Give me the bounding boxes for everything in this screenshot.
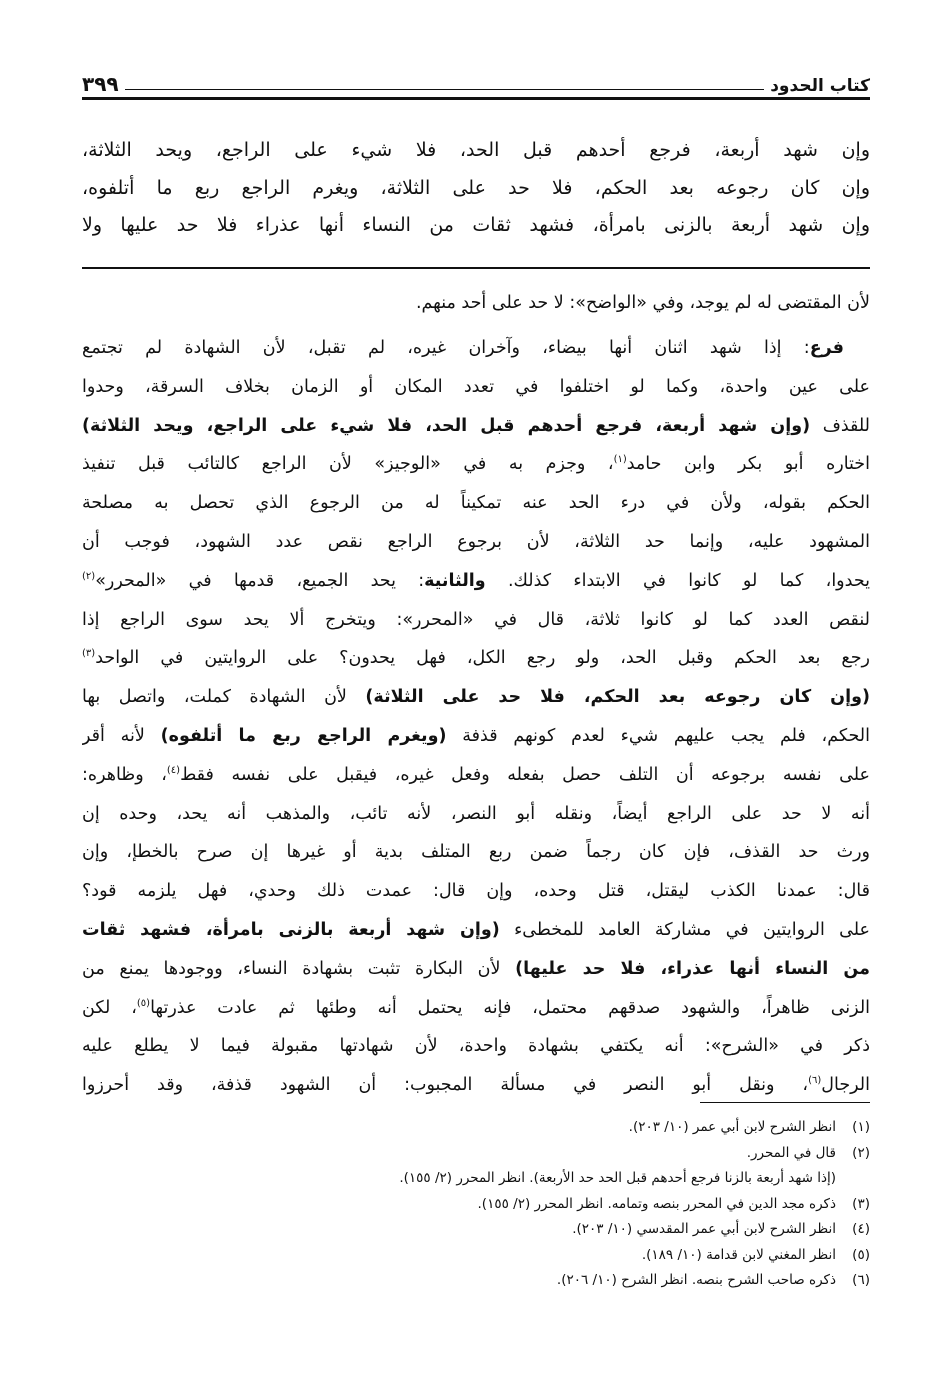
text-segment: ، لكن <box>82 997 137 1018</box>
commentary-line <box>82 1027 870 1066</box>
text-segment: الحكم بقوله، ولأن في درء الحد عنه تمكيناً له من الرجوع الذي تحصل به مصلحة <box>82 493 870 514</box>
commentary-line <box>82 523 870 562</box>
running-header <box>82 70 870 96</box>
commentary-line <box>82 562 870 601</box>
footnote-reference[interactable]: (١) <box>613 454 627 466</box>
quoted-matn: من النساء أنها عذراء، فلا حد عليها) <box>515 958 870 979</box>
quoted-matn: (وإن كان رجوعه بعد الحكم، فلا حد على الثلاثة) <box>365 687 870 708</box>
footnote-text: انظر الشرح لابن أبي عمر المقدسي (١٠/ ٢٠٣). <box>572 1221 836 1237</box>
commentary-line <box>82 833 870 872</box>
text-segment: رجع بعد الحكم وقبل الحد، ولو رجع الكل، فهل يحدون؟ على الروايتين في الواحد <box>95 648 870 669</box>
footnote-reference[interactable]: (٤) <box>166 764 181 776</box>
commentary-line <box>82 407 870 446</box>
quoted-matn: فرع <box>809 338 844 358</box>
footnote-number: (٣) <box>852 1195 870 1212</box>
footnote <box>82 1166 870 1192</box>
commentary-line <box>82 756 870 795</box>
quoted-matn: (ويغرم الراجع ربع ما أتلفوه) <box>160 725 447 746</box>
text-segment: ذكر في «الشرح»: أنه يكتفي بشهادة واحدة، لأن شهادتها مقبولة فيما لا يطلع عليه <box>82 1036 870 1057</box>
footnote-reference[interactable]: (٢) <box>82 570 96 582</box>
footnote <box>82 1141 870 1167</box>
footnote-number: (٥) <box>852 1246 870 1263</box>
commentary-line <box>82 795 870 834</box>
text-segment: أنه لا حد على الراجع أيضاً، ونقله أبو النصر، لأنه تائب، والمذهب أنه يحد، وحده إن <box>82 803 870 824</box>
matn-divider <box>82 267 870 269</box>
footnote-reference[interactable]: (٣) <box>82 648 96 660</box>
matn-line: وإن شهد أربعة، فرجع أحدهم قبل الحد، فلا شيء على الراجع، ويحد الثلاثة، <box>82 139 870 161</box>
commentary-line <box>82 639 870 678</box>
commentary-line <box>82 329 870 368</box>
commentary-line <box>82 1066 870 1105</box>
text-segment: ، وظاهره: <box>82 764 167 785</box>
text-segment: للقذف <box>810 415 870 436</box>
text-segment: المشهود عليه، وإنما حد الثلاثة، لأن برجوع الراجع نقص عدد الشهود، فوجب أن <box>82 531 870 552</box>
text-segment: لنقص العدد كما لو كانوا ثلاثة، قال في «المحرر»: ويتخرج ألا يحد سوى الراجع إذا <box>82 609 870 630</box>
text-segment: : يحد الجميع، قدمها في «المحرر» <box>95 570 425 591</box>
text-segment: اختاره أبو بكر وابن حامد <box>626 454 870 475</box>
footnote-divider <box>700 1102 870 1103</box>
footnote <box>82 1243 870 1269</box>
footnote-number: (٦) <box>852 1272 870 1288</box>
matn-text <box>82 132 870 245</box>
footnote-text: قال في المحرر. <box>746 1144 836 1161</box>
text-segment: ، وجزم به في «الوجيز» لأن الراجع كالتائب قبل تنفيذ <box>82 454 614 475</box>
footnote-number: (١) <box>852 1119 870 1135</box>
commentary-line <box>82 989 870 1028</box>
text-segment: لأنه أقر <box>82 725 161 746</box>
commentary-line <box>82 678 870 717</box>
quoted-matn: (وإن شهد أربعة بالزنى بامرأة، فشهد ثقات <box>82 919 500 940</box>
footnote <box>82 1115 870 1141</box>
footnote-text: ذكره مجد الدين في المحرر بنصه وتمامه. انظر المحرر (٢/ ١٥٥). <box>477 1195 836 1212</box>
footnote-text: ذكره صاحب الشرح بنصه. انظر الشرح (١٠/ ٢٠٦). <box>556 1272 836 1288</box>
footnote-number: (٢) <box>852 1144 870 1161</box>
commentary-line <box>82 911 870 950</box>
quoted-matn: والثانية <box>424 570 486 591</box>
matn-line: وإن كان رجوعه بعد الحكم، فلا حد على الثلاثة، ويغرم الراجع ربع ما أتلفوه، <box>82 176 870 199</box>
note-paragraph <box>82 284 870 322</box>
footnote <box>82 1217 870 1243</box>
commentary-line <box>82 601 870 640</box>
quoted-matn: (وإن شهد أربعة، فرجع أحدهم قبل الحد، فلا شيء على الراجع، ويحد الثلاثة) <box>82 415 811 436</box>
footnote-reference[interactable]: (٥) <box>136 997 151 1009</box>
text-segment: الرجال <box>821 1075 870 1096</box>
footnotes <box>82 1115 870 1294</box>
page-number: ٣٩٩ <box>82 72 119 96</box>
footnote-text: انظر المغني لابن قدامة (١٠/ ١٨٩). <box>641 1246 836 1263</box>
footnote <box>82 1192 870 1218</box>
text-segment: ورث حد القذف، فإن كان رجماً ضمن ربع المتلف بدية أو غيرها إن صرح بالخطإ، وإن <box>82 842 870 863</box>
text-segment: يحدوا، كما لو كانوا في الابتداء كذلك. <box>485 570 870 591</box>
text-segment: الحكم، فلم يجب عليهم شيء لعدم كونهم قذفة <box>446 725 870 746</box>
footnote-text: انظر الشرح لابن أبي عمر (١٠/ ٢٠٣). <box>628 1119 836 1135</box>
note-line: لأن المقتضى له لم يوجد، وفي «الواضح»: لا حد على أحد منهم. <box>415 293 870 313</box>
header-divider <box>82 97 870 100</box>
commentary-line <box>82 445 870 484</box>
commentary-line <box>82 950 870 989</box>
commentary-line <box>82 368 870 407</box>
text-segment: لأن البكارة تثبت بشهادة النساء، ووجودها يمنع من <box>82 958 516 979</box>
text-segment: ، ونقل أبو النصر في مسألة المجبوب: أن الشهود قذفة، وقد أحرزوا <box>82 1075 809 1096</box>
commentary-text <box>82 329 870 1105</box>
footnote-reference[interactable]: (٦) <box>808 1075 822 1087</box>
commentary-line <box>82 717 870 756</box>
text-segment: على عين واحدة، وكما لو اختلفوا في تعدد المكان أو الزمان بخلاف السرقة، وحدوا <box>82 376 870 397</box>
text-segment: لأن الشهادة كملت، واتصل بها <box>82 687 366 708</box>
footnote-number: (٤) <box>852 1221 870 1237</box>
footnote-text: (إذا شهد أربعة بالزنا فرجع أحدهم قبل الحد حد الأربعة). انظر المحرر (٢/ ١٥٥). <box>399 1170 836 1186</box>
matn-line: وإن شهد أربعة بالزنى بامرأة، فشهد ثقات من النساء أنها عذراء فلا حد عليها ولا <box>82 214 870 236</box>
chapter-title: كتاب الحدود <box>770 76 870 96</box>
text-segment: قال: عمدنا الكذب ليقتل، قتل وحده، وإن قال: عمدت ذلك وحدي، فهل يلزمه قود؟ <box>82 881 870 902</box>
text-segment: الزنى ظاهراً، والشهود صدقهم محتمل، فإنه يحتمل أنه وطئها ثم عادت عذرتها <box>150 997 870 1018</box>
footnote <box>82 1268 870 1294</box>
text-segment: : إذا شهد اثنان أنها بيضاء، وآخران غيره، لم تقبل، لأن الشهادة لم تجتمع <box>82 338 810 358</box>
commentary-line <box>82 872 870 911</box>
text-segment: على الروايتين في مشاركة العامد للمخطىء <box>499 919 870 940</box>
commentary-line <box>82 484 870 523</box>
header-rule <box>125 89 765 90</box>
text-segment: على نفسه برجوعه أن التلف حصل بفعله وفعل غيره، فيقبل على نفسه فقط <box>180 764 870 785</box>
